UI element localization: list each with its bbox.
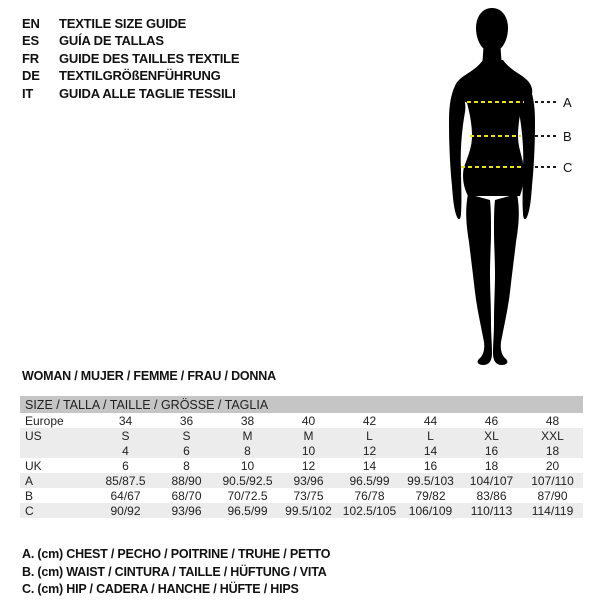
size-cell: 107/110 xyxy=(531,473,574,488)
language-label: TEXTILGRÖßENFÜHRUNG xyxy=(59,68,221,84)
hip-leader-line xyxy=(535,166,558,168)
size-cell: 18 xyxy=(545,443,560,458)
measurement-legend xyxy=(22,546,330,599)
table-row xyxy=(20,428,583,443)
size-cell: 85/87.5 xyxy=(105,473,146,488)
row-label: B xyxy=(25,488,34,503)
size-cell: 90.5/92.5 xyxy=(222,473,273,488)
waist-leader-line xyxy=(535,135,558,137)
row-label: UK xyxy=(25,458,42,473)
size-cell: 14 xyxy=(423,443,438,458)
size-cell: 18 xyxy=(484,458,499,473)
language-row xyxy=(22,50,239,67)
size-cell: 70/72.5 xyxy=(227,488,268,503)
size-cell: 90/92 xyxy=(110,503,141,518)
size-cell: 99.5/103 xyxy=(407,473,454,488)
row-label: A xyxy=(25,473,34,488)
size-cell: L xyxy=(366,428,373,443)
language-label: TEXTILE SIZE GUIDE xyxy=(59,16,187,31)
size-cell: 93/96 xyxy=(171,503,202,518)
table-row xyxy=(20,413,583,428)
legend-line: C. (cm) HIP / CADERA / HANCHE / HÜFTE / HIPS xyxy=(22,582,299,596)
language-code: FR xyxy=(22,50,39,66)
size-cell: 88/90 xyxy=(171,473,202,488)
marker-letter-c: C xyxy=(563,160,573,175)
language-code: IT xyxy=(22,85,34,101)
language-label: GUIDE DES TAILLES TEXTILE xyxy=(59,50,240,66)
hip-measure-line xyxy=(461,166,523,168)
size-cell: 76/78 xyxy=(354,488,385,503)
size-cell: 8 xyxy=(244,443,251,458)
size-cell: M xyxy=(242,428,253,443)
size-cell: 12 xyxy=(362,443,377,458)
language-label: GUIDA ALLE TAGLIE TESSILI xyxy=(59,85,236,101)
size-cell: 64/67 xyxy=(110,488,141,503)
chest-measure-line xyxy=(467,101,524,103)
size-cell: 44 xyxy=(423,413,438,428)
size-cell: 14 xyxy=(362,458,377,473)
table-row xyxy=(20,488,583,503)
size-cell: 48 xyxy=(545,413,560,428)
waist-measure-line xyxy=(470,135,521,137)
table-body xyxy=(20,413,583,518)
size-cell: XXL xyxy=(541,428,564,443)
language-row xyxy=(22,85,239,102)
woman-silhouette xyxy=(438,4,554,368)
size-cell: 114/119 xyxy=(531,503,574,518)
size-cell: 73/75 xyxy=(293,488,324,503)
size-cell: 16 xyxy=(484,443,499,458)
language-row xyxy=(22,15,239,32)
legend-line: A. (cm) CHEST / PECHO / POITRINE / TRUHE / PETTO xyxy=(22,547,331,561)
size-cell: 10 xyxy=(301,443,316,458)
size-cell: 6 xyxy=(183,443,190,458)
table-row xyxy=(20,503,583,518)
size-cell: 20 xyxy=(545,458,560,473)
language-code: DE xyxy=(22,68,40,84)
size-cell: 93/96 xyxy=(293,473,324,488)
language-code: EN xyxy=(22,16,40,31)
size-cell: S xyxy=(182,428,191,443)
size-cell: S xyxy=(121,428,130,443)
size-cell: 16 xyxy=(423,458,438,473)
marker-letter-a: A xyxy=(563,95,572,110)
size-cell: 87/90 xyxy=(537,488,568,503)
table-row xyxy=(20,458,583,473)
size-cell: L xyxy=(427,428,434,443)
table-title: WOMAN / MUJER / FEMME / FRAU / DONNA xyxy=(22,369,276,383)
size-cell: 12 xyxy=(301,458,316,473)
size-cell: 68/70 xyxy=(171,488,202,503)
size-cell: 110/113 xyxy=(470,503,513,518)
size-cell: M xyxy=(303,428,314,443)
size-cell: 104/107 xyxy=(469,473,514,488)
marker-letter-b: B xyxy=(563,129,572,144)
size-cell: 10 xyxy=(240,458,255,473)
size-cell: 36 xyxy=(179,413,194,428)
language-row xyxy=(22,32,239,49)
size-cell: 102.5/105 xyxy=(342,503,397,518)
size-cell: XL xyxy=(484,428,499,443)
size-cell: 96.5/99 xyxy=(227,503,268,518)
language-code: ES xyxy=(22,33,39,49)
table-row xyxy=(20,443,583,458)
size-cell: 83/86 xyxy=(476,488,507,503)
size-cell: 8 xyxy=(183,458,190,473)
language-row xyxy=(22,67,239,84)
size-cell: 40 xyxy=(301,413,316,428)
legend-line: B. (cm) WAIST / CINTURA / TAILLE / HÜFTUNG / VITA xyxy=(22,564,327,579)
row-label: US xyxy=(25,428,42,443)
table-header: SIZE / TALLA / TAILLE / GRÖSSE / TAGLIA xyxy=(20,396,583,413)
row-label: Europe xyxy=(25,413,64,428)
size-table-section xyxy=(20,369,583,518)
table-row xyxy=(20,473,583,488)
size-cell: 38 xyxy=(240,413,255,428)
language-title-list xyxy=(22,15,239,102)
chest-leader-line xyxy=(535,101,558,103)
language-label: GUÍA DE TALLAS xyxy=(59,33,164,49)
size-cell: 79/82 xyxy=(415,488,446,503)
size-cell: 96.5/99 xyxy=(349,473,390,488)
size-cell: 106/109 xyxy=(408,503,453,518)
size-cell: 46 xyxy=(484,413,499,428)
row-label: C xyxy=(25,503,34,518)
size-cell: 99.5/102 xyxy=(285,503,332,518)
size-cell: 4 xyxy=(122,443,129,458)
size-cell: 6 xyxy=(122,458,129,473)
size-cell: 42 xyxy=(362,413,377,428)
size-cell: 34 xyxy=(118,413,133,428)
